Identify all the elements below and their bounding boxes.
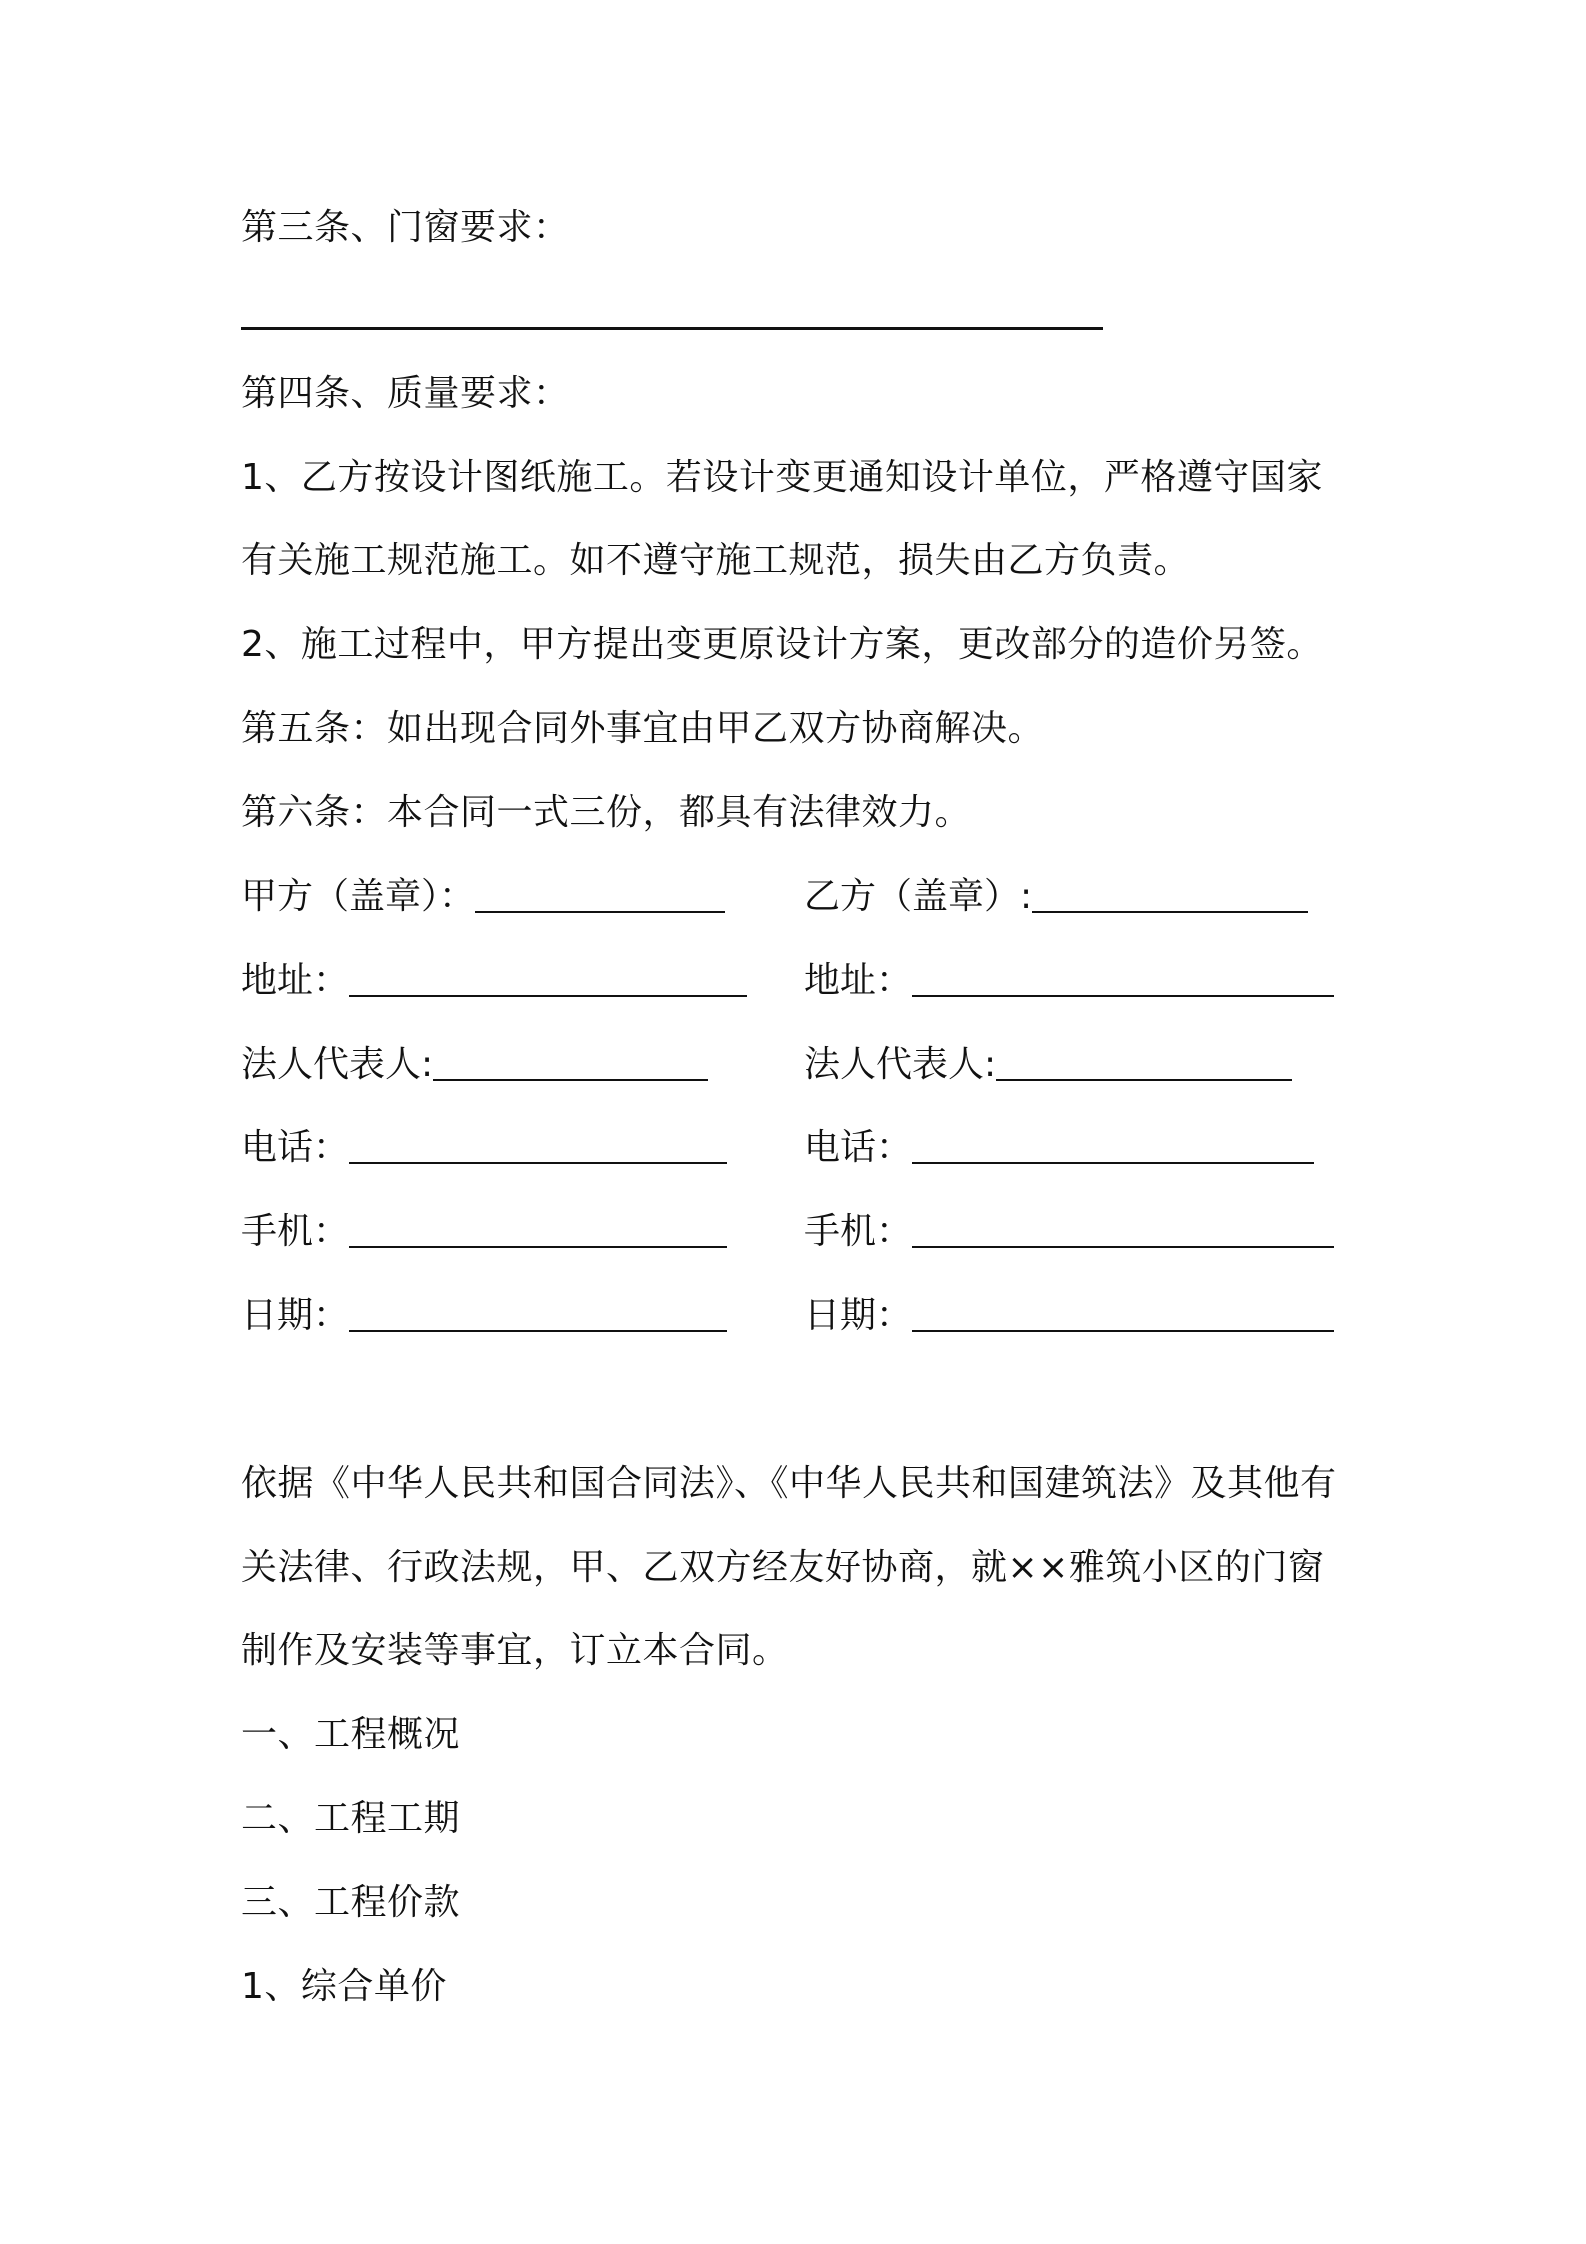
party-b-address-blank: [912, 995, 1334, 997]
section-1-heading: 一、工程概况: [241, 1714, 461, 1755]
party-a-phone-label: 电话：: [241, 1127, 350, 1168]
article-3-heading: 第三条、门窗要求：: [241, 207, 570, 248]
intro-line-1: 依据《中华人民共和国合同法》、《中华人民共和国建筑法》及其他有: [241, 1463, 1337, 1504]
party-b-phone-label: 电话：: [804, 1127, 913, 1168]
party-b-seal-label: 乙方（盖章）:: [804, 876, 1033, 917]
signature-row-date: [241, 1292, 1371, 1340]
party-b-legal-rep-field: [804, 1041, 1292, 1089]
party-b-seal-blank: [1032, 911, 1308, 913]
window-requirements-blank-line: [241, 327, 1103, 330]
party-a-address-blank: [349, 995, 747, 997]
party-a-mobile-blank: [349, 1246, 727, 1248]
party-a-phone-field: [241, 1124, 727, 1172]
party-a-phone-blank: [349, 1162, 727, 1164]
article-5: 第五条：如出现合同外事宜由甲乙双方协商解决。: [241, 708, 1045, 749]
intro-line-3: 制作及安装等事宜，订立本合同。: [241, 1630, 789, 1671]
signature-row-address: [241, 957, 1371, 1005]
article-6: 第六条：本合同一式三份，都具有法律效力。: [241, 792, 972, 833]
party-b-mobile-blank: [912, 1246, 1334, 1248]
article-4-item-2: 2、施工过程中，甲方提出变更原设计方案，更改部分的造价另签。: [241, 624, 1323, 665]
party-a-date-label: 日期：: [241, 1295, 350, 1336]
article-4-item-1-line-2: 有关施工规范施工。如不遵守施工规范，损失由乙方负责。: [241, 540, 1191, 581]
section-3-heading: 三、工程价款: [241, 1882, 461, 1923]
party-b-phone-field: [804, 1124, 1314, 1172]
party-b-address-label: 地址：: [804, 960, 913, 1001]
intro-line-2: 关法律、行政法规，甲、乙双方经友好协商，就××雅筑小区的门窗: [241, 1547, 1325, 1588]
signature-row-phone: [241, 1124, 1371, 1172]
party-a-date-blank: [349, 1330, 727, 1332]
signature-row-mobile: [241, 1208, 1371, 1256]
party-b-legal-rep-blank: [996, 1079, 1292, 1081]
party-a-legal-rep-label: 法人代表人:: [241, 1044, 434, 1085]
party-a-address-label: 地址：: [241, 960, 350, 1001]
section-2-heading: 二、工程工期: [241, 1798, 461, 1839]
party-b-mobile-label: 手机：: [804, 1211, 913, 1252]
article-4-heading: 第四条、质量要求：: [241, 373, 570, 414]
party-b-address-field: [804, 957, 1334, 1005]
article-4-item-1-line-1: 1、乙方按设计图纸施工。若设计变更通知设计单位，严格遵守国家: [241, 457, 1323, 498]
party-a-mobile-label: 手机：: [241, 1211, 350, 1252]
signature-row-seal: [241, 873, 1371, 921]
party-b-date-blank: [912, 1330, 1334, 1332]
party-a-date-field: [241, 1292, 727, 1340]
party-a-address-field: [241, 957, 747, 1005]
party-b-seal-field: [804, 873, 1308, 921]
section-3-item-1: 1、综合单价: [241, 1966, 447, 2007]
party-a-seal-blank: [475, 911, 725, 913]
party-b-date-field: [804, 1292, 1334, 1340]
party-a-seal-label: 甲方（盖章）：: [241, 876, 476, 917]
party-a-legal-rep-field: [241, 1041, 708, 1089]
party-a-legal-rep-blank: [433, 1079, 708, 1081]
party-b-phone-blank: [912, 1162, 1314, 1164]
party-b-date-label: 日期：: [804, 1295, 913, 1336]
party-a-seal-field: [241, 873, 725, 921]
party-b-mobile-field: [804, 1208, 1334, 1256]
party-b-legal-rep-label: 法人代表人:: [804, 1044, 997, 1085]
signature-row-legal-rep: [241, 1041, 1371, 1089]
party-a-mobile-field: [241, 1208, 727, 1256]
